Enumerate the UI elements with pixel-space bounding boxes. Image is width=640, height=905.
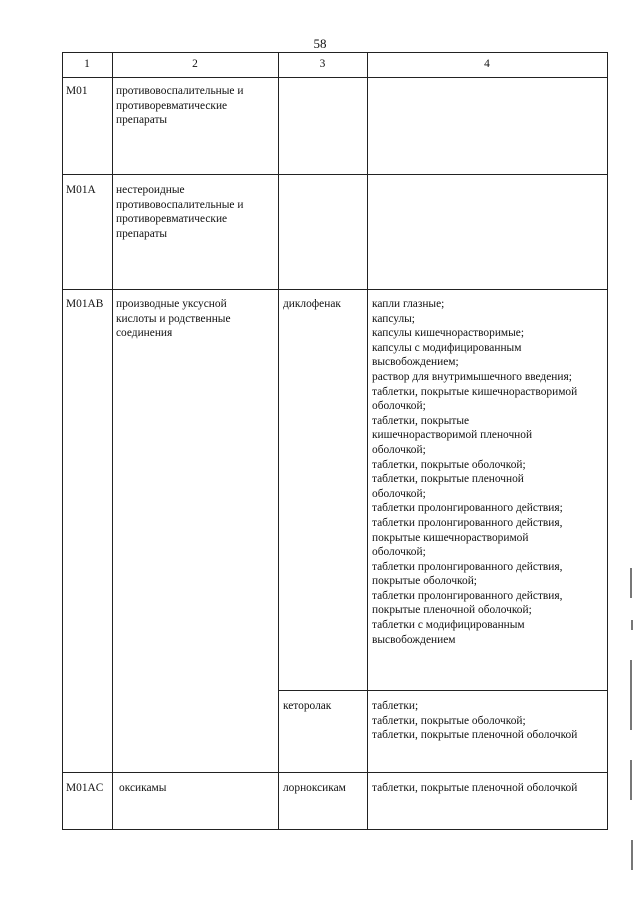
row-divider-m01a (62, 289, 608, 290)
text-line: таблетки, покрытые (372, 414, 470, 427)
group-name (119, 781, 166, 796)
text-line: соединения (116, 327, 173, 340)
dosage-forms (372, 297, 577, 647)
text-line: кислоты и родственные (116, 312, 231, 325)
text-line: высвобождением (372, 633, 456, 646)
drug-name: лорноксикам (283, 782, 346, 794)
text-line: таблетки пролонгированного действия, (372, 589, 563, 602)
text-line: противовоспалительные и (116, 198, 244, 211)
text-line: оболочкой; (372, 443, 426, 456)
text-line: таблетки, покрытые кишечнорастворимой (372, 385, 578, 398)
text-line: нестероидные (116, 184, 185, 196)
text-line: таблетки, покрытые пленочной оболочкой (372, 729, 578, 742)
text-line: таблетки пролонгированного действия, (372, 560, 563, 573)
text-line: препараты (116, 114, 168, 127)
text-line: производные уксусной (116, 298, 227, 310)
text-line: капсулы; (372, 312, 415, 325)
text-line: покрытые кишечнорастворимой (372, 531, 529, 544)
text-line: таблетки, покрытые оболочкой; (372, 458, 526, 471)
text-line: противовоспалительные и (116, 85, 244, 97)
text-line: капсулы кишечнорастворимые; (372, 327, 524, 340)
column-divider-3 (367, 52, 368, 830)
text-line: раствор для внутримышечного введения; (372, 370, 572, 383)
text-line: капли глазные; (372, 298, 445, 310)
row-divider-header (62, 77, 608, 78)
atc-code: M01AC (66, 782, 104, 794)
text-line: таблетки с модифицированным (372, 619, 525, 632)
header-col-1: 1 (84, 58, 90, 70)
table-border-top (62, 52, 608, 53)
group-name (116, 84, 243, 128)
dosage-forms (372, 699, 577, 743)
text-line: покрытые оболочкой; (372, 575, 477, 588)
text-line: кишечнорастворимой пленочной (372, 429, 533, 442)
row-divider-m01 (62, 174, 608, 175)
text-line: оксикамы (119, 782, 167, 794)
text-line: таблетки; (372, 700, 419, 712)
text-line: противоревматические (116, 213, 228, 226)
header-col-4: 4 (484, 58, 490, 70)
text-line: таблетки, покрытые оболочкой; (372, 714, 526, 727)
column-divider-1 (112, 52, 113, 830)
scan-artifact (630, 660, 632, 730)
scan-artifact (630, 568, 632, 598)
text-line: препараты (116, 227, 168, 240)
text-line: таблетки пролонгированного действия, (372, 516, 563, 529)
text-line: оболочкой; (372, 546, 426, 559)
text-line: таблетки пролонгированного действия; (372, 502, 563, 515)
text-line: противоревматические (116, 99, 228, 112)
column-divider-2 (278, 52, 279, 830)
row-divider-m01ab (62, 772, 608, 773)
header-col-3: 3 (319, 58, 326, 70)
scan-artifact (631, 620, 633, 630)
text-line: высвобождением; (372, 356, 459, 369)
table-border-right (607, 52, 608, 830)
group-name (116, 297, 231, 341)
atc-code: M01AB (66, 298, 104, 310)
text-line: капсулы с модифицированным (372, 341, 522, 354)
group-name (116, 183, 243, 241)
atc-code: M01A (66, 184, 96, 196)
table-border-left (62, 52, 63, 830)
text-line: оболочкой; (372, 487, 426, 500)
atc-code: M01 (66, 85, 88, 97)
page-number: 58 (313, 36, 327, 51)
text-line: таблетки, покрытые пленочной оболочкой (372, 782, 578, 794)
text-line: покрытые пленочной оболочкой; (372, 604, 532, 617)
scan-artifact (630, 760, 632, 800)
dosage-forms (372, 781, 577, 796)
text-line: оболочкой; (372, 400, 426, 413)
drug-name: кеторолак (283, 700, 332, 712)
scan-artifact (631, 840, 633, 870)
header-col-2: 2 (192, 58, 198, 70)
table-border-bottom (62, 829, 608, 830)
row-divider-diclofenac (278, 690, 608, 691)
text-line: таблетки, покрытые пленочной (372, 473, 524, 486)
drug-name: диклофенак (283, 298, 341, 310)
